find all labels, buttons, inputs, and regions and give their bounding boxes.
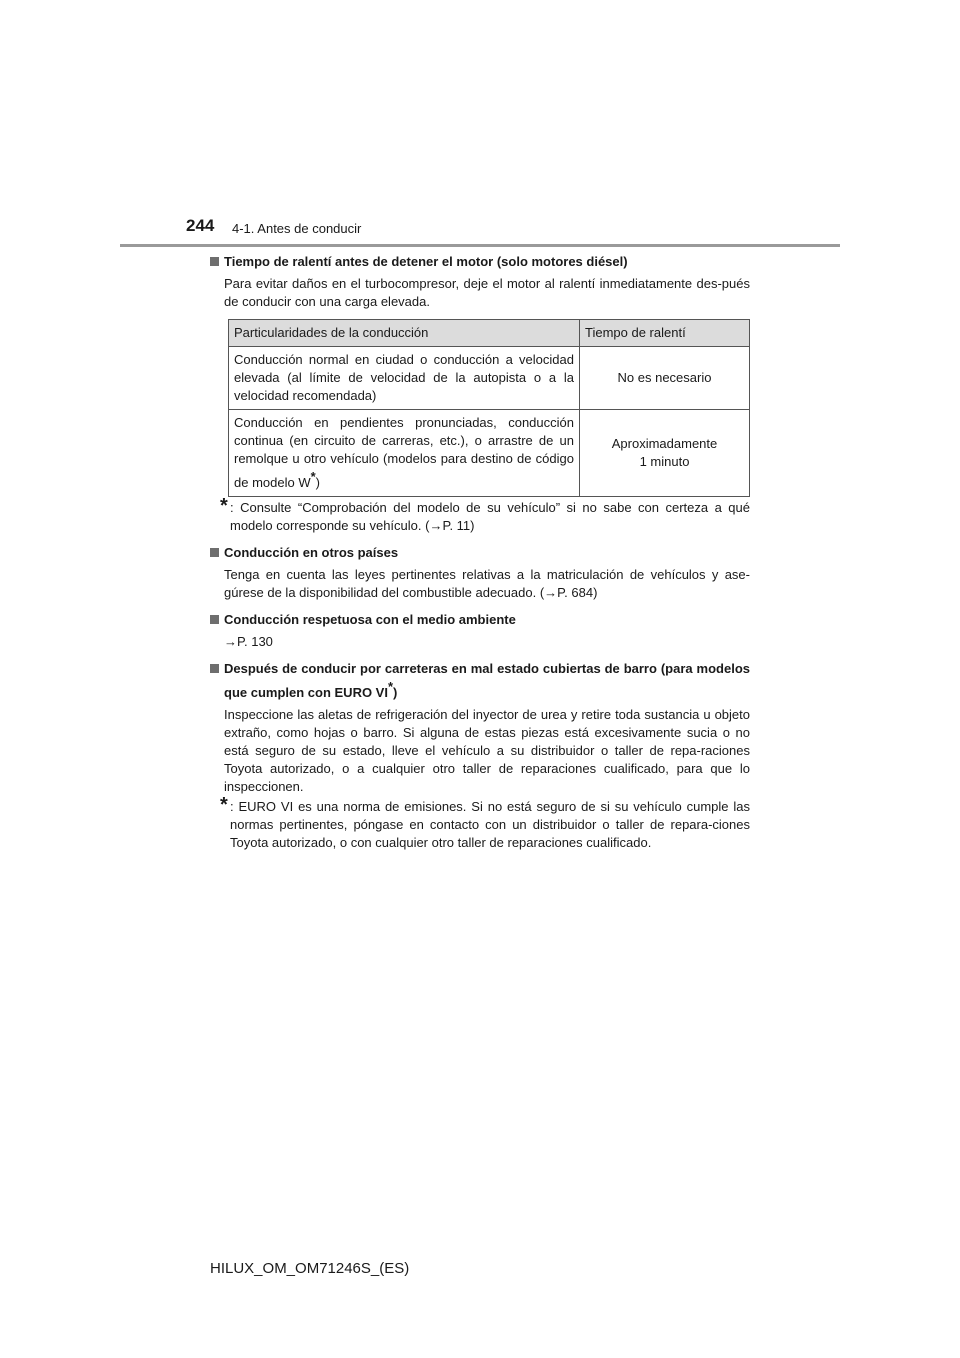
other-countries-body: Tenga en cuenta las leyes pertinentes relativas a la matriculación de vehículos y ase-gúrese de la disponibilidad del combustible adecuado. ( bbox=[224, 567, 750, 600]
table-row bbox=[229, 347, 750, 410]
star-icon: * bbox=[387, 679, 394, 694]
idle-heading-text: Tiempo de ralentí antes de detener el motor (solo motores diésel) bbox=[224, 254, 628, 269]
time-line-1: Aproximadamente bbox=[611, 436, 718, 451]
header-rule bbox=[120, 244, 840, 247]
star-icon: * bbox=[220, 495, 228, 517]
arrow-right-icon: → bbox=[429, 518, 443, 533]
eco-ref: P. 130 bbox=[237, 634, 273, 649]
footnote-text: : Consulte “Comprobación del modelo de su vehículo” si no sabe con certeza a qué modelo corresponde su vehículo. ( bbox=[230, 500, 750, 533]
arrow-right-icon: → bbox=[224, 634, 237, 649]
other-countries-heading bbox=[210, 544, 750, 562]
document-code: HILUX_OM_OM71246S_(ES) bbox=[210, 1260, 410, 1277]
condition-text: Conducción en pendientes pronunciadas, conducción continua (en circuito de carreras, etc.), o arrastre de un remolque u otro vehículo (modelos para destino de código de modelo W bbox=[234, 415, 574, 490]
other-countries-ref: P. 684) bbox=[557, 585, 598, 600]
page-content bbox=[210, 253, 750, 852]
mud-footnote bbox=[220, 794, 750, 852]
eco-ref-line bbox=[224, 633, 750, 651]
page-number: 244 bbox=[186, 216, 215, 235]
other-countries-heading-text: Conducción en otros países bbox=[224, 545, 399, 560]
table-header-condition: Particularidades de la conducción bbox=[229, 320, 580, 347]
table-cell-condition: Conducción normal en ciudad o conducción a velocidad elevada (al límite de velocidad de la autopista o a la velocidad recomendada) bbox=[229, 347, 580, 410]
square-bullet-icon bbox=[210, 664, 219, 673]
table-header-time: Tiempo de ralentí bbox=[580, 320, 750, 347]
idle-footnote bbox=[220, 495, 750, 535]
table-row bbox=[229, 410, 750, 497]
idle-text: Para evitar daños en el turbocompresor, deje el motor al ralentí inmediatamente des-pués de conducir con una carga elevada. bbox=[224, 276, 750, 309]
footnote-body bbox=[230, 499, 750, 535]
other-countries-text bbox=[224, 566, 750, 602]
mud-text: Inspeccione las aletas de refrigeración del inyector de urea y retire toda sustancia u objeto extraño, como hojas o barro. Si alguna de estas piezas está excesivamente sucia o no está seguro de su estado, lleve el vehículo a su distribuidor o taller de repa-raciones Toyota autorizado, o a cualquier otro taller de reparaciones cualificado, para que lo inspeccionen. bbox=[224, 707, 750, 794]
square-bullet-icon bbox=[210, 548, 219, 557]
idle-table bbox=[228, 319, 750, 497]
mud-heading-body bbox=[224, 660, 750, 702]
star-icon: * bbox=[310, 469, 316, 484]
idle-heading bbox=[210, 253, 750, 271]
footnote-ref: P. 11) bbox=[442, 518, 475, 533]
square-bullet-icon bbox=[210, 257, 219, 266]
table-cell-time bbox=[580, 410, 750, 497]
condition-end: ) bbox=[315, 475, 320, 490]
eco-heading bbox=[210, 611, 750, 629]
eco-section bbox=[210, 611, 750, 651]
mud-section bbox=[210, 660, 750, 852]
section-title: 4-1. Antes de conducir bbox=[232, 221, 362, 236]
table-cell-time: No es necesario bbox=[580, 347, 750, 410]
arrow-right-icon: → bbox=[544, 585, 558, 600]
square-bullet-icon bbox=[210, 615, 219, 624]
other-countries-section bbox=[210, 544, 750, 602]
table-cell-condition bbox=[229, 410, 580, 497]
star-icon: * bbox=[220, 794, 228, 816]
mud-heading-text: Después de conducir por carreteras en mal estado cubiertas de barro (para modelos que cumplen con EURO VI bbox=[224, 661, 750, 700]
mud-heading-end: ) bbox=[393, 685, 398, 700]
time-line-2: 1 minuto bbox=[639, 454, 690, 469]
table-header-row bbox=[229, 320, 750, 347]
idle-section bbox=[210, 253, 750, 535]
eco-heading-text: Conducción respetuosa con el medio ambiente bbox=[224, 612, 516, 627]
mud-heading bbox=[210, 660, 750, 702]
mud-footnote-text: : EURO VI es una norma de emisiones. Si no está seguro de si su vehículo cumple las normas pertinentes, póngase en contacto con un distribuidor o taller de repara-ciones Toyota autorizado, o con cualquier otro taller de reparaciones cualificado. bbox=[230, 799, 750, 850]
